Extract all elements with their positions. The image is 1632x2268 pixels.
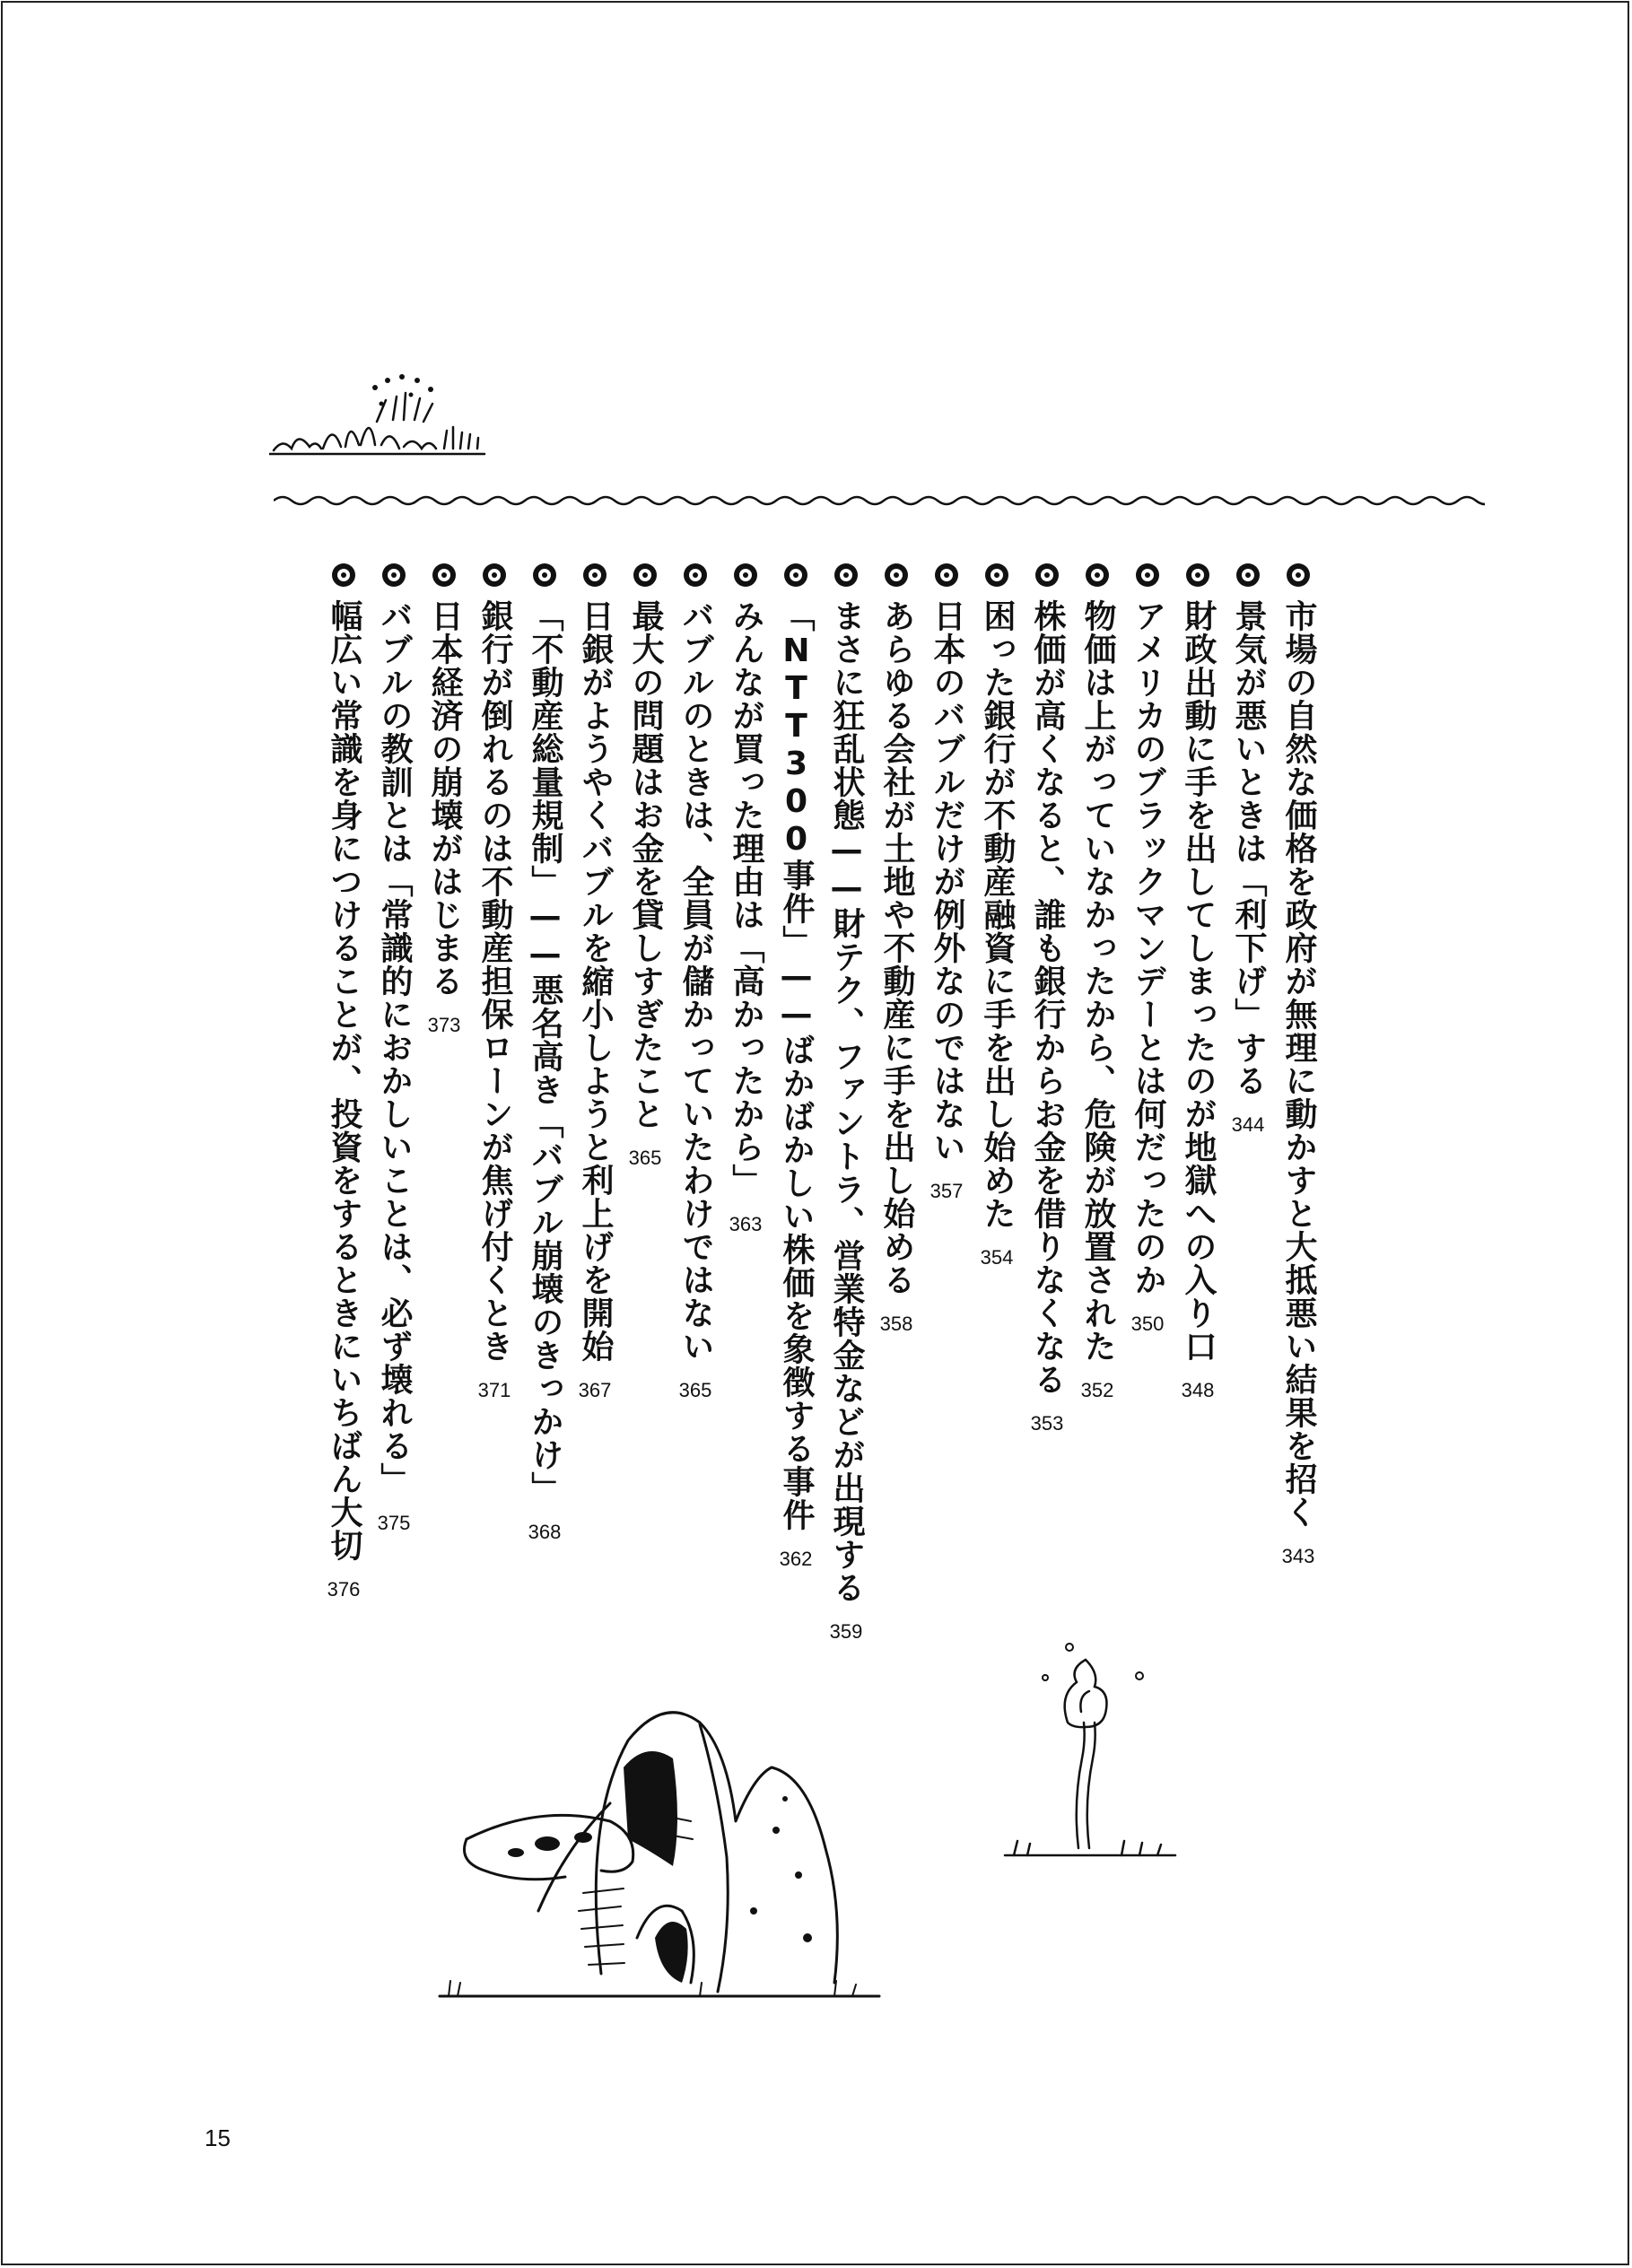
toc-list — [269, 563, 1336, 1643]
toc-entry-page: 354 — [980, 1246, 1014, 1269]
toc-entry-title: 株価が高くなると、誰も銀行からお金を借りなくなる — [1029, 599, 1066, 1396]
toc-entry-page: 363 — [729, 1213, 763, 1235]
toc-entry[interactable] — [772, 563, 820, 1571]
toc-entry-page: 371 — [477, 1379, 511, 1401]
toc-entry[interactable] — [370, 563, 418, 1535]
bullet-icon — [1035, 563, 1059, 587]
toc-entry[interactable] — [671, 563, 720, 1402]
toc-entry-page: 368 — [528, 1521, 562, 1543]
toc-entry[interactable] — [922, 563, 971, 1203]
bullet-icon — [1287, 563, 1310, 587]
toc-entry-title: 「不動産総量規制」——悪名高き「バブル崩壊のきっかけ」 — [527, 599, 563, 1505]
toc-entry-title: 銀行が倒れるのは不動産担保ローンが焦げ付くとき — [476, 599, 513, 1363]
bullet-icon — [382, 563, 406, 587]
toc-entry-title: バブルのときは、全員が儲かっていたわけではない — [677, 599, 714, 1363]
toc-entry[interactable] — [420, 563, 468, 1037]
page-number: 15 — [205, 2124, 231, 2151]
toc-entry-title: 最大の問題はお金を貸しすぎたこと — [627, 599, 664, 1130]
bullet-icon — [1136, 563, 1159, 587]
bullet-icon — [1086, 563, 1109, 587]
toc-entry[interactable] — [621, 563, 669, 1170]
grass-tuft-illustration — [269, 368, 556, 458]
toc-entry[interactable] — [1274, 563, 1322, 1568]
bullet-icon — [885, 563, 908, 587]
toc-entry-page: 353 — [1030, 1412, 1064, 1435]
toc-entry-title: 日本のバブルだけが例外なのではない — [929, 599, 965, 1164]
bullet-icon — [1186, 563, 1209, 587]
toc-entry-title: 景気が悪いときは「利下げ」する — [1230, 599, 1267, 1097]
toc-entry-title: まさに狂乱状態——財テク、ファントラ、営業特金などが出現する — [828, 599, 865, 1604]
toc-entry-title: 「NTT300事件」——ばかばかしい株価を象徴する事件 — [778, 599, 815, 1531]
toc-entry[interactable] — [872, 563, 921, 1336]
toc-entry-title: 物価は上がっていなかったから、危険が放置された — [1079, 599, 1116, 1363]
bullet-icon — [784, 563, 807, 587]
toc-entry-title: 日本経済の崩壊がはじまる — [426, 599, 463, 998]
toc-entry-page: 373 — [427, 1014, 461, 1036]
toc-entry[interactable] — [973, 563, 1021, 1269]
toc-entry-page: 357 — [929, 1180, 964, 1202]
toc-entry-page: 365 — [678, 1379, 712, 1401]
bullet-icon — [1236, 563, 1260, 587]
toc-entry-page: 376 — [327, 1578, 361, 1601]
bullet-icon — [533, 563, 556, 587]
toc-entry-page: 367 — [578, 1379, 612, 1401]
toc-entry[interactable] — [1224, 563, 1272, 1137]
toc-entry-page: 343 — [1281, 1545, 1315, 1567]
bullet-icon — [432, 563, 456, 587]
toc-entry-title: 財政出動に手を出してしまったのが地獄への入り口 — [1180, 599, 1217, 1363]
bullet-icon — [483, 563, 506, 587]
toc-entry[interactable] — [822, 563, 870, 1644]
toc-entry[interactable] — [1174, 563, 1222, 1402]
bullet-icon — [684, 563, 707, 587]
toc-entry-title: バブルの教訓とは「常識的におかしいことは、必ず壊れる」 — [376, 599, 413, 1496]
toc-entry-page: 375 — [377, 1512, 411, 1534]
bullet-icon — [985, 563, 1008, 587]
toc-entry-page: 358 — [879, 1313, 913, 1335]
toc-entry-page: 362 — [779, 1548, 813, 1570]
wavy-divider — [274, 492, 1485, 510]
toc-entry[interactable] — [319, 563, 368, 1601]
toc-entry-title: 幅広い常識を身につけることが、投資をするときにいちばん大切 — [326, 599, 362, 1562]
toc-entry-page: 352 — [1080, 1379, 1114, 1401]
toc-entry-title: あらゆる会社が土地や不動産に手を出し始める — [878, 599, 915, 1296]
toc-entry-title: みんなが買った理由は「高かったから」 — [728, 599, 764, 1197]
toc-entry[interactable] — [520, 563, 569, 1544]
toc-entry[interactable] — [1123, 563, 1172, 1336]
bullet-icon — [633, 563, 657, 587]
toc-entry-title: アメリカのブラックマンデーとは何だったのか — [1130, 599, 1166, 1296]
toc-entry-page: 344 — [1231, 1113, 1265, 1136]
toc-entry[interactable] — [470, 563, 519, 1402]
toc-entry-title: 市場の自然な価格を政府が無理に動かすと大抵悪い結果を招く — [1280, 599, 1317, 1529]
toc-entry-title: 困った銀行が不動産融資に手を出し始めた — [979, 599, 1016, 1230]
toc-entry-page: 348 — [1181, 1379, 1215, 1401]
toc-entry[interactable] — [721, 563, 770, 1236]
bullet-icon — [734, 563, 757, 587]
bullet-icon — [332, 563, 355, 587]
toc-entry-page: 365 — [628, 1147, 662, 1169]
bullet-icon — [834, 563, 858, 587]
toc-entry[interactable] — [1023, 563, 1071, 1435]
bullet-icon — [935, 563, 958, 587]
toc-entry-title: 日銀がようやくバブルを縮小しようと利上げを開始 — [577, 599, 614, 1363]
toc-entry-page: 350 — [1130, 1313, 1165, 1335]
toc-entry[interactable] — [571, 563, 619, 1402]
toc-entry-page: 359 — [829, 1620, 863, 1643]
toc-entry[interactable] — [1073, 563, 1121, 1402]
cave-rock-illustration — [431, 1642, 897, 2019]
burning-tree-illustration — [996, 1642, 1211, 1875]
bullet-icon — [583, 563, 607, 587]
